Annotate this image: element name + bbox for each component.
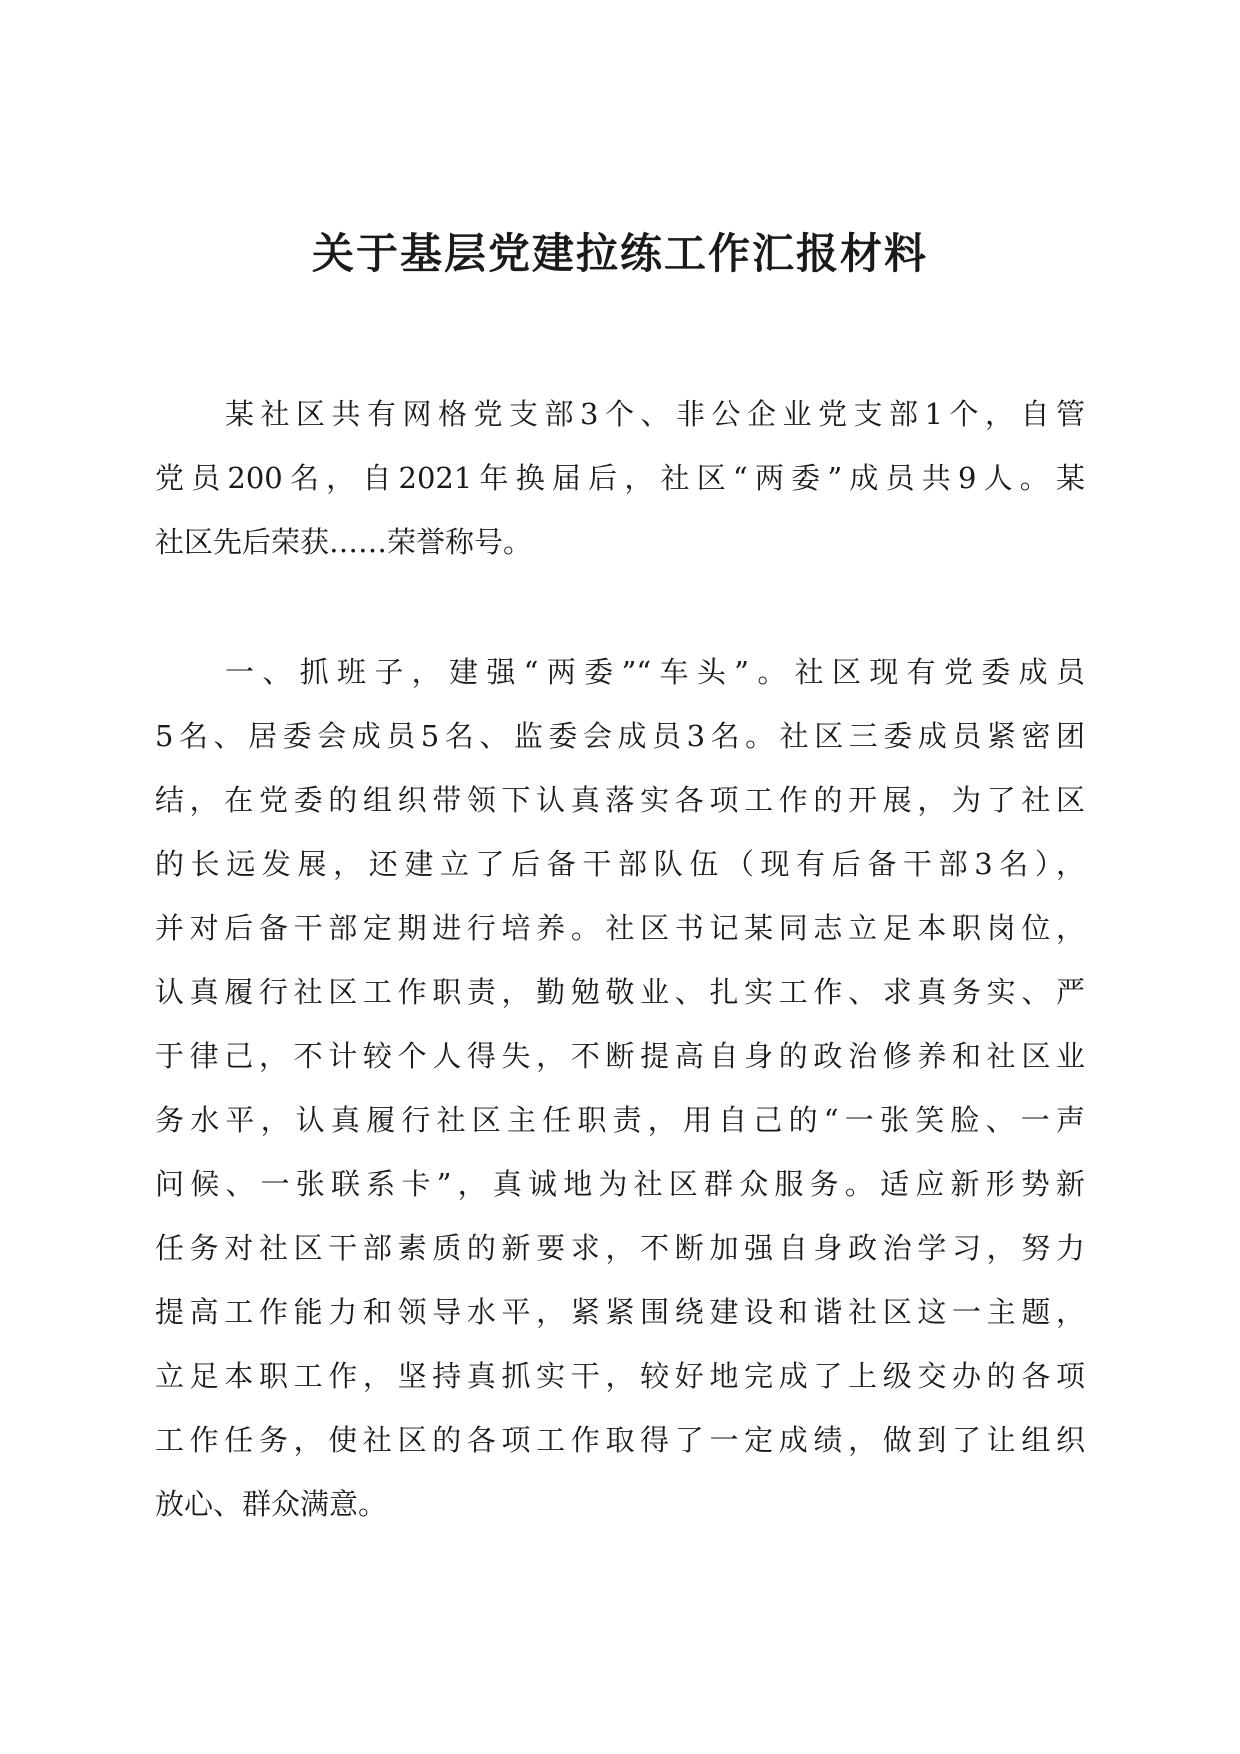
paragraph-line: 5名、居委会成员5名、监委会成员3名。社区三委成员紧密团	[155, 719, 1085, 753]
paragraph-line: 结，在党委的组织带领下认真落实各项工作的开展，为了社区	[155, 783, 1085, 817]
paragraph-line: 某社区共有网格党支部3个、非公企业党支部1个，自管	[225, 397, 1085, 431]
document-title: 关于基层党建拉练工作汇报材料	[311, 229, 928, 278]
paragraph-line: 放心、群众满意。	[155, 1487, 388, 1521]
paragraph-line: 党员200名，自2021年换届后，社区“两委”成员共9人。某	[155, 461, 1085, 495]
section-heading-line: 一、抓班子，建强“两委”“车头”。社区现有党委成员	[225, 655, 1085, 689]
paragraph-line: 工作任务，使社区的各项工作取得了一定成绩，做到了让组织	[155, 1423, 1085, 1457]
paragraph-line: 的长远发展，还建立了后备干部队伍（现有后备干部3名），	[155, 847, 1085, 881]
paragraph-line: 立足本职工作，坚持真抓实干，较好地完成了上级交办的各项	[155, 1359, 1085, 1393]
paragraph-line: 于律己，不计较个人得失，不断提高自身的政治修养和社区业	[155, 1039, 1085, 1073]
paragraph-line: 并对后备干部定期进行培养。社区书记某同志立足本职岗位，	[155, 911, 1085, 945]
paragraph-line: 任务对社区干部素质的新要求，不断加强自身政治学习，努力	[155, 1231, 1085, 1265]
paragraph-line: 认真履行社区工作职责，勤勉敬业、扎实工作、求真务实、严	[155, 975, 1085, 1009]
paragraph-line: 提高工作能力和领导水平，紧紧围绕建设和谐社区这一主题，	[155, 1295, 1085, 1329]
paragraph-intro	[155, 382, 1085, 574]
paragraph-line: 务水平，认真履行社区主任职责，用自己的“一张笑脸、一声	[155, 1103, 1085, 1137]
paragraph-line: 问候、一张联系卡”，真诚地为社区群众服务。适应新形势新	[155, 1167, 1085, 1201]
paragraph-section-1	[155, 640, 1085, 1536]
paragraph-line: 社区先后荣获……荣誉称号。	[155, 525, 533, 559]
